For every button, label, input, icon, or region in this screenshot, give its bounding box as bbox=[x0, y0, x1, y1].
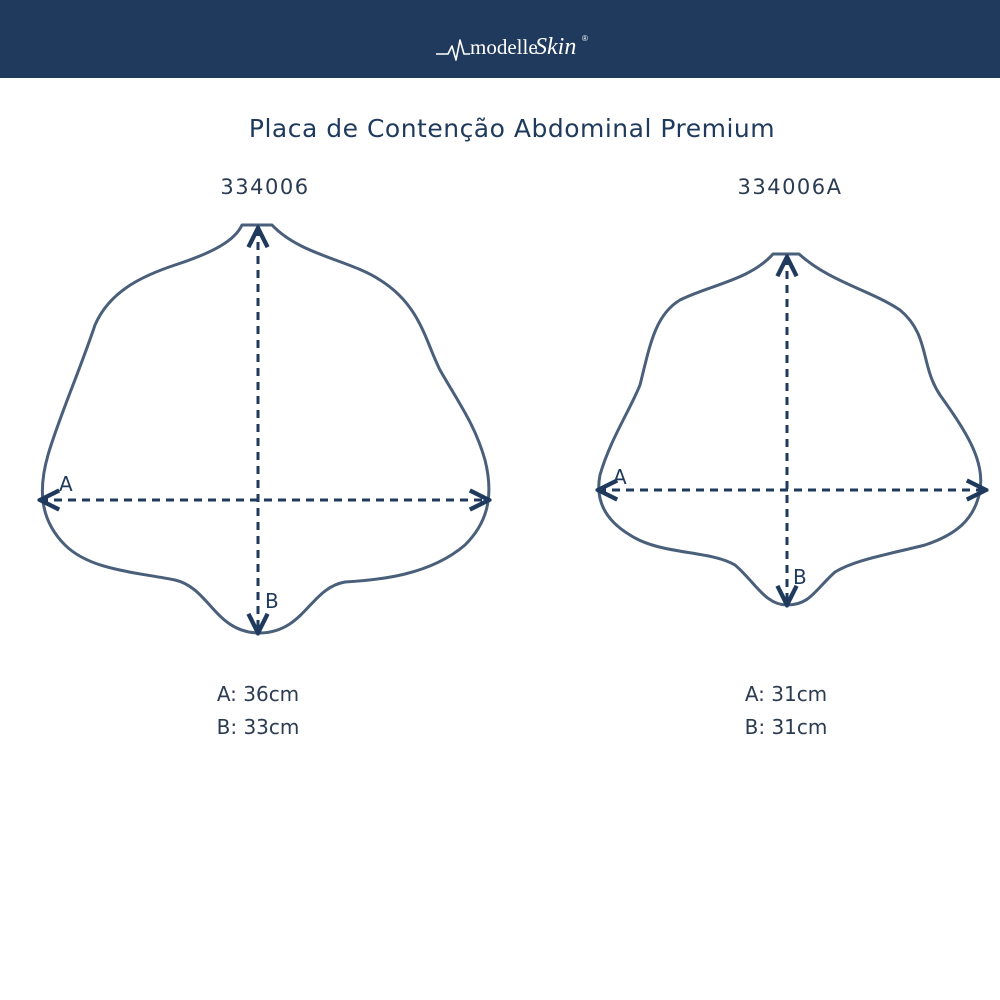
plate-diagram-right bbox=[598, 254, 986, 605]
product-code-right: 334006A bbox=[737, 175, 843, 199]
brand-name-left: modelle bbox=[470, 35, 538, 59]
dimensions-right bbox=[686, 678, 886, 744]
label-b-left: B bbox=[265, 589, 279, 613]
label-a-right: A bbox=[613, 465, 627, 489]
dimension-b-value-right: B: 31cm bbox=[744, 715, 828, 739]
dimension-b-value-left: B: 33cm bbox=[216, 715, 300, 739]
plate-diagram-left bbox=[40, 225, 489, 633]
brand-name-right: Skin bbox=[535, 34, 577, 60]
page-title: Placa de Contenção Abdominal Premium bbox=[248, 114, 776, 143]
label-a-left: A bbox=[59, 472, 73, 496]
plate-outline-right bbox=[599, 254, 981, 605]
dimensions-left bbox=[158, 678, 358, 744]
dimension-a-value-left: A: 36cm bbox=[216, 682, 300, 706]
label-b-right: B bbox=[793, 565, 807, 589]
dimension-a-value-right: A: 31cm bbox=[744, 682, 828, 706]
product-code-left: 334006 bbox=[220, 175, 310, 199]
plate-outline-left bbox=[42, 225, 489, 633]
registered-mark: ® bbox=[582, 34, 588, 43]
